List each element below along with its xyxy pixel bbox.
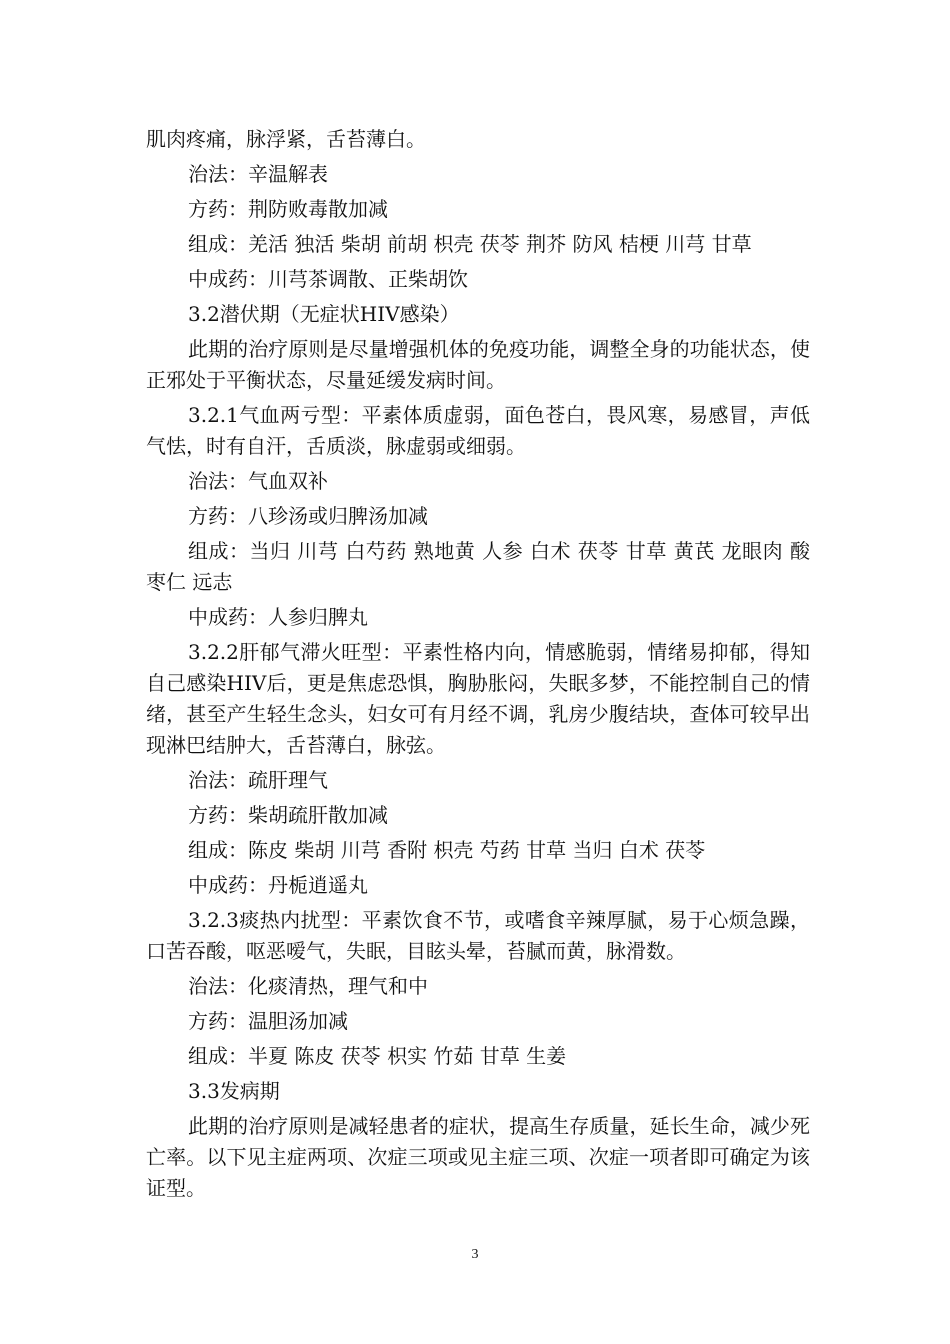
paragraph-latent-principle: 此期的治疗原则是尽量增强机体的免疫功能，调整全身的功能状态，使正邪处于平衡状态，尽量延缓发病时间。: [146, 337, 810, 392]
paragraph-composition: 组成：当归 川芎 白芍药 熟地黄 人参 白术 茯苓 甘草 黄芪 龙眼肉 酸枣仁 远志: [146, 539, 810, 594]
paragraph-composition: 组成：半夏 陈皮 茯苓 枳实 竹茹 甘草 生姜: [188, 1044, 567, 1068]
page-number: 3: [471, 1247, 479, 1262]
paragraph-treatment-method: 治法：疏肝理气: [188, 768, 328, 792]
paragraph-treatment-method: 治法：气血双补: [188, 469, 328, 493]
paragraph-treatment-method: 治法：化痰清热，理气和中: [188, 974, 428, 998]
paragraph-prescription: 方药：温胆汤加减: [188, 1009, 348, 1033]
paragraph-prescription: 方药：荆防败毒散加减: [188, 197, 388, 221]
paragraph-onset-principle: 此期的治疗原则是减轻患者的症状，提高生存质量，延长生命，减少死亡率。以下见主症两项、次症三项或见主症三项、次症一项者即可确定为该证型。: [146, 1114, 810, 1200]
body-text: [146, 124, 810, 1208]
paragraph-liver-qi-stagnation: 3.2.2肝郁气滞火旺型：平素性格内向，情感脆弱，情绪易抑郁，得知自己感染HIV后，更是焦虑恐惧，胸胁胀闷，失眠多梦，不能控制自己的情绪，甚至产生轻生念头，妇女可有月经不调，乳房少腹结块，查体可较早出现淋巴结肿大，舌苔薄白，脉弦。: [146, 640, 810, 757]
paragraph-composition: 组成：陈皮 柴胡 川芎 香附 枳壳 芍药 甘草 当归 白术 茯苓: [188, 838, 706, 862]
section-heading-latent-period: 3.2潜伏期（无症状HIV感染）: [188, 302, 460, 326]
paragraph-prescription: 方药：柴胡疏肝散加减: [188, 803, 388, 827]
paragraph-prescription: 方药：八珍汤或归脾汤加减: [188, 504, 428, 528]
paragraph-treatment-method: 治法：辛温解表: [188, 162, 328, 186]
paragraph-patent-medicine: 中成药：丹栀逍遥丸: [188, 873, 368, 897]
paragraph-qi-blood-deficiency: 3.2.1气血两亏型：平素体质虚弱，面色苍白，畏风寒，易感冒，声低气怯，时有自汗，舌质淡，脉虚弱或细弱。: [146, 403, 810, 458]
paragraph-patent-medicine: 中成药：人参归脾丸: [188, 605, 368, 629]
paragraph-patent-medicine: 中成药：川芎茶调散、正柴胡饮: [188, 267, 468, 291]
section-heading-onset-period: 3.3发病期: [188, 1079, 280, 1103]
paragraph-phlegm-heat: 3.2.3痰热内扰型：平素饮食不节，或嗜食辛辣厚腻，易于心烦急躁，口苦吞酸，呕恶嗳气，失眠，目眩头晕，苔腻而黄，脉滑数。: [146, 908, 810, 963]
paragraph-continuation: 肌肉疼痛，脉浮紧，舌苔薄白。: [146, 127, 426, 151]
paragraph-composition: 组成：羌活 独活 柴胡 前胡 枳壳 茯苓 荆芥 防风 桔梗 川芎 甘草: [188, 232, 752, 256]
